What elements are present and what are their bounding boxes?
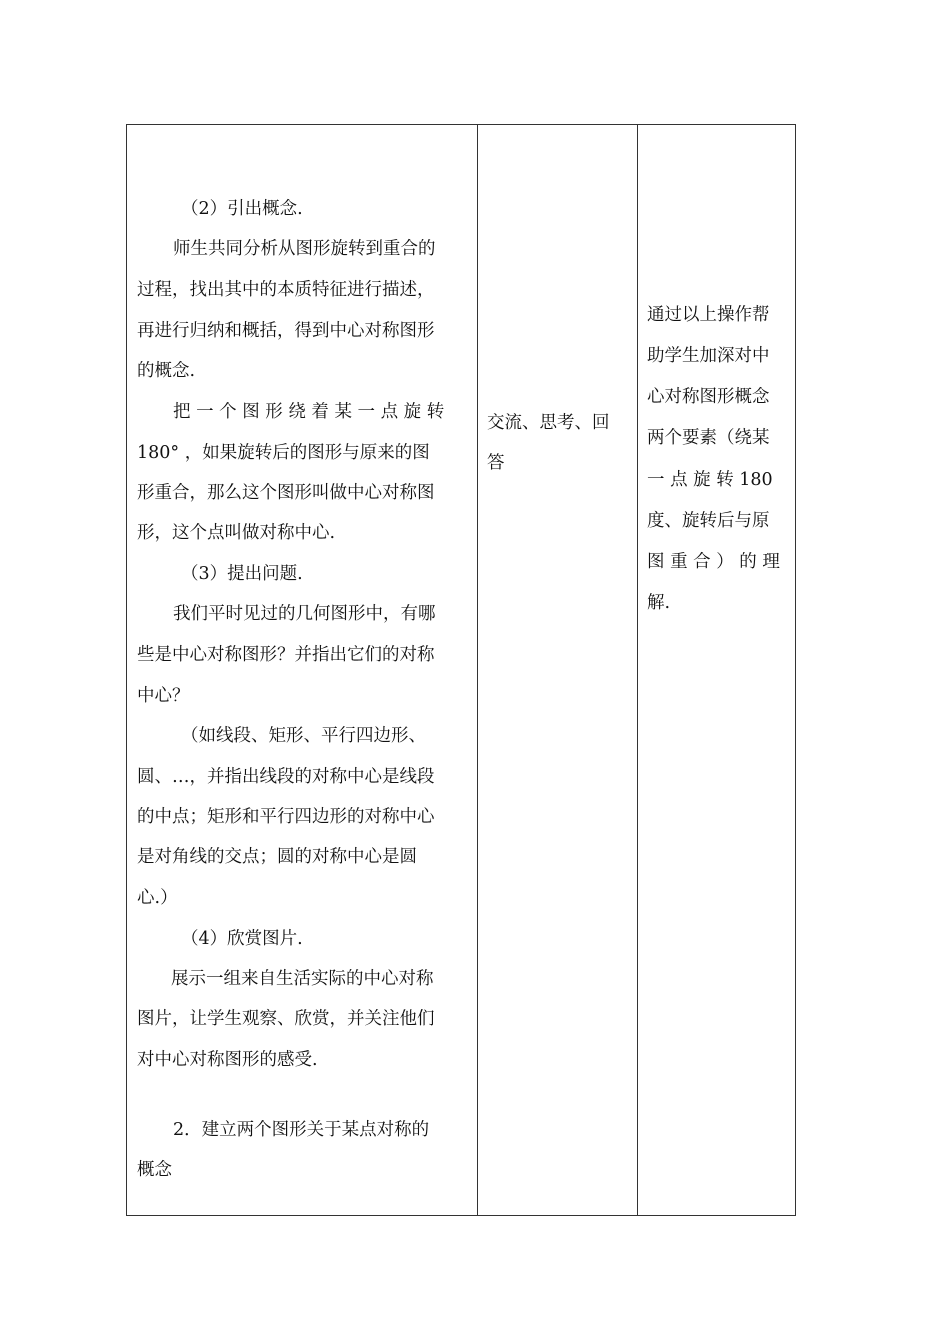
question-line: 些是中心对称图形？并指出它们的对称 bbox=[137, 645, 435, 665]
text-line: 展示一组来自生活实际的中心对称 bbox=[171, 969, 434, 989]
intent-line: 心对称图形概念 bbox=[647, 387, 770, 407]
activity-line: 答 bbox=[487, 453, 505, 473]
activity-line: 交流、思考、回 bbox=[487, 413, 610, 433]
intent-line: 两个要素（绕某 bbox=[647, 428, 770, 448]
heading-appreciate-pictures: （4）欣赏图片. bbox=[181, 929, 303, 949]
text-line: 再进行归纳和概括，得到中心对称图形 bbox=[137, 321, 435, 341]
answer-line: （如线段、矩形、平行四边形、 bbox=[181, 726, 426, 746]
heading-ask-question: （3）提出问题. bbox=[181, 564, 303, 584]
section-heading: 概念 bbox=[137, 1160, 172, 1180]
definition-line: 180° ，如果旋转后的图形与原来的图 bbox=[137, 443, 430, 463]
question-line: 我们平时见过的几何图形中，有哪 bbox=[173, 604, 436, 624]
text-line: 师生共同分析从图形旋转到重合的 bbox=[173, 239, 436, 259]
intent-line: 通过以上操作帮 bbox=[647, 305, 770, 325]
text-line: 的概念. bbox=[137, 361, 196, 381]
column-divider bbox=[637, 125, 638, 1215]
column-divider bbox=[477, 125, 478, 1215]
text-line: 图片，让学生观察、欣赏，并关注他们 bbox=[137, 1009, 435, 1029]
intent-line: 助学生加深对中 bbox=[647, 346, 770, 366]
intent-line: 图 重 合 ） 的 理 bbox=[647, 552, 780, 572]
answer-line: 的中点；矩形和平行四边形的对称中心 bbox=[137, 807, 435, 827]
definition-line: 形，这个点叫做对称中心. bbox=[137, 523, 336, 543]
definition-line: 形重合，那么这个图形叫做中心对称图 bbox=[137, 483, 435, 503]
question-line: 中心？ bbox=[137, 686, 190, 706]
text-line: 过程，找出其中的本质特征进行描述， bbox=[137, 280, 435, 300]
answer-line: 圆、…，并指出线段的对称中心是线段 bbox=[137, 767, 435, 787]
text-line: 对中心对称图形的感受. bbox=[137, 1050, 318, 1070]
section-heading: 2．建立两个图形关于某点对称的 bbox=[173, 1120, 430, 1140]
intent-line: 度、旋转后与原 bbox=[647, 511, 770, 531]
intent-line: 一 点 旋 转 180 bbox=[647, 470, 773, 490]
definition-line: 把 一 个 图 形 绕 着 某 一 点 旋 转 bbox=[173, 402, 445, 422]
lesson-table bbox=[126, 124, 796, 1216]
intent-line: 解. bbox=[647, 593, 671, 613]
answer-line: 是对角线的交点；圆的对称中心是圆 bbox=[137, 847, 417, 867]
heading-introduce-concept: （2）引出概念. bbox=[181, 199, 303, 219]
answer-line: 心.） bbox=[137, 888, 178, 908]
